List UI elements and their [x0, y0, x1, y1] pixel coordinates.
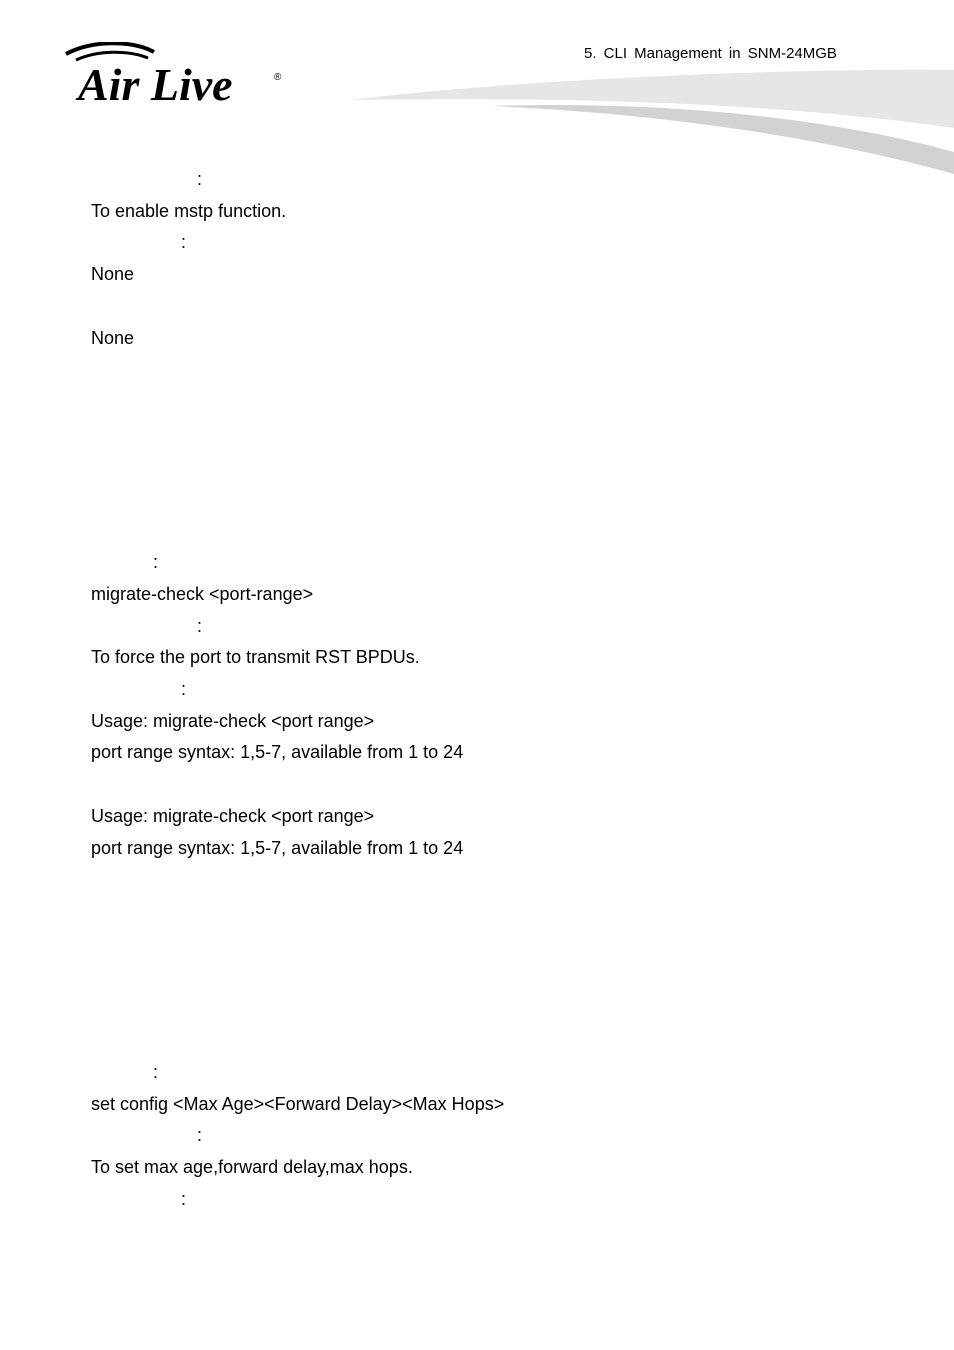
example-text: None — [91, 328, 135, 348]
parameter-colon: : — [181, 1189, 187, 1209]
logo-text: Air Live — [78, 59, 233, 106]
parameter-colon: : — [181, 232, 187, 252]
syntax-text: migrate-check <port-range> — [91, 584, 314, 604]
function-text: To enable mstp function. — [91, 201, 287, 221]
parameter-line-1: Usage: migrate-check <port range> — [91, 711, 375, 731]
example-line-2: port range syntax: 1,5-7, available from 1 to 24 — [91, 838, 464, 858]
header-swoosh-graphic — [340, 60, 954, 180]
example-line-1: Usage: migrate-check <port range> — [91, 806, 375, 826]
syntax-text: set config <Max Age><Forward Delay><Max Hops> — [91, 1094, 505, 1114]
function-text: To set max age,forward delay,max hops. — [91, 1157, 413, 1177]
function-colon: : — [197, 169, 203, 189]
function-colon: : — [197, 1125, 203, 1145]
function-text: To force the port to transmit RST BPDUs. — [91, 647, 420, 667]
parameter-line-2: port range syntax: 1,5-7, available from 1 to 24 — [91, 742, 464, 762]
parameter-colon: : — [181, 679, 187, 699]
function-colon: : — [197, 616, 203, 636]
airlive-logo — [62, 42, 292, 111]
syntax-colon: : — [153, 552, 159, 572]
parameter-text: None — [91, 264, 135, 284]
chapter-heading: 5. CLI Management in SNM-24MGB — [584, 45, 837, 62]
syntax-colon: : — [153, 1062, 159, 1082]
logo-registered-mark: ® — [274, 72, 282, 83]
